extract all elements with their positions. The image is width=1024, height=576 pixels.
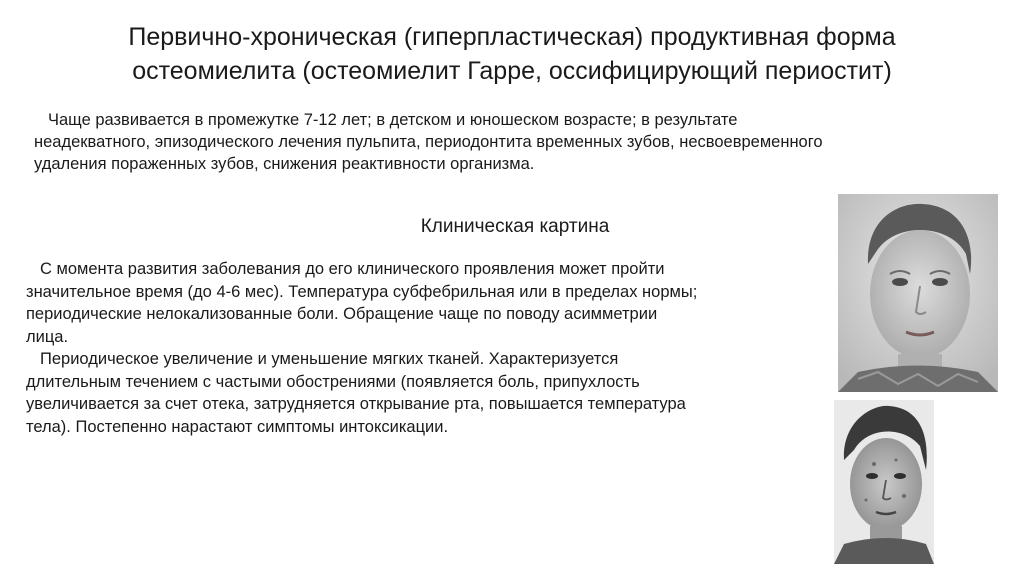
clinical-paragraph-2 — [26, 348, 826, 438]
p1-line-4: лица. — [26, 327, 69, 346]
slide-title — [40, 20, 984, 88]
title-line-2: остеомиелита (остеомиелит Гарре, оссифицирующий периостит) — [132, 57, 892, 85]
intro-line-1: Чаще развивается в промежутке 7-12 лет; в детском и юношеском возрасте; в результате — [48, 111, 738, 129]
face-illustration-icon — [838, 194, 998, 392]
clinical-paragraph-1 — [26, 258, 826, 348]
intro-line-2: неадекватного, эпизодического лечения пульпита, периодонтита временных зубов, несвоевременного — [34, 133, 823, 151]
intro-line-3: удаления пораженных зубов, снижения реактивности организма. — [34, 155, 535, 173]
section-title: Клиническая картина — [420, 216, 610, 237]
clinical-text — [26, 258, 826, 438]
p1-line-1: С момента развития заболевания до его клинического проявления может пройти — [40, 260, 665, 278]
intro-paragraph — [34, 109, 994, 175]
face-illustration-icon — [834, 400, 934, 564]
p1-line-2: значительное время (до 4-6 мес). Температура субфебрильная или в пределах нормы; — [26, 282, 698, 301]
p2-line-1: Периодическое увеличение и уменьшение мягких тканей. Характеризуется — [40, 350, 619, 368]
patient-face-photo-2 — [834, 400, 934, 564]
patient-face-photo-1 — [838, 194, 998, 392]
p1-line-3: периодические нелокализованные боли. Обращение чаще по поводу асимметрии — [26, 305, 658, 323]
title-line-1: Первично-хроническая (гиперпластическая) продуктивная форма — [128, 23, 896, 51]
p2-line-4: тела). Постепенно нарастают симптомы интоксикации. — [26, 417, 449, 436]
p2-line-2: длительным течением с частыми обострениями (появляется боль, припухлость — [26, 372, 640, 391]
p2-line-3: увеличивается за счет отека, затрудняется открывание рта, повышается температура — [26, 395, 686, 413]
